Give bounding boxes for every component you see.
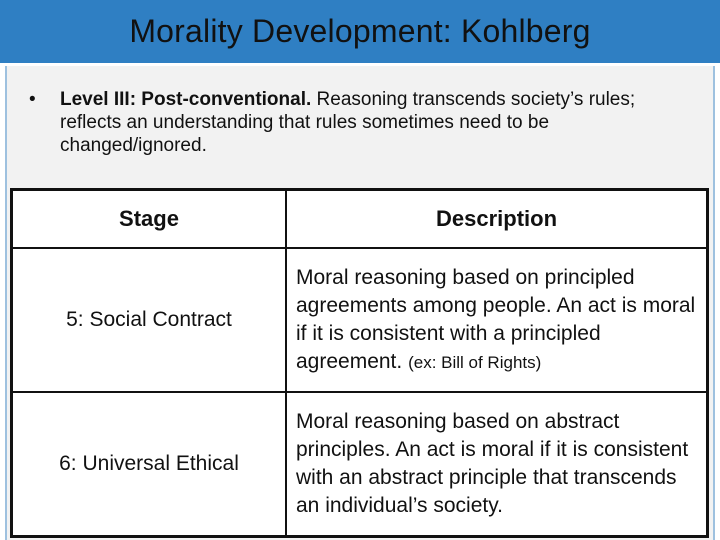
table-row xyxy=(12,392,708,537)
stage-cell: 6: Universal Ethical xyxy=(12,392,287,537)
bullet-text xyxy=(60,88,690,157)
table-row xyxy=(12,248,708,392)
header-stage: Stage xyxy=(12,190,287,249)
stage-cell: 5: Social Contract xyxy=(12,248,287,392)
table-header-row xyxy=(12,190,708,249)
header-description: Description xyxy=(286,190,708,249)
description-note: (ex: Bill of Rights) xyxy=(408,352,542,372)
description-text: Moral reasoning based on abstract principles. An act is moral if it is consistent with an abstract principle that transcends an individual’s society. xyxy=(296,409,689,517)
description-cell xyxy=(286,248,708,392)
bullet-body: Reasoning transcends society’s rules; reflects an understanding that rules sometimes need to be changed/ignored. xyxy=(60,89,636,156)
stages-table xyxy=(10,188,709,538)
bullet-lead: Level III: Post-conventional. xyxy=(60,89,312,110)
description-text: Moral reasoning based on principled agreements among people. An act is moral if it is consistent with a principled agreement. xyxy=(296,265,696,373)
slide-title: Morality Development: Kohlberg xyxy=(129,13,591,49)
description-cell xyxy=(286,392,708,537)
title-bar xyxy=(0,0,720,63)
bullet-marker: • xyxy=(29,89,36,110)
